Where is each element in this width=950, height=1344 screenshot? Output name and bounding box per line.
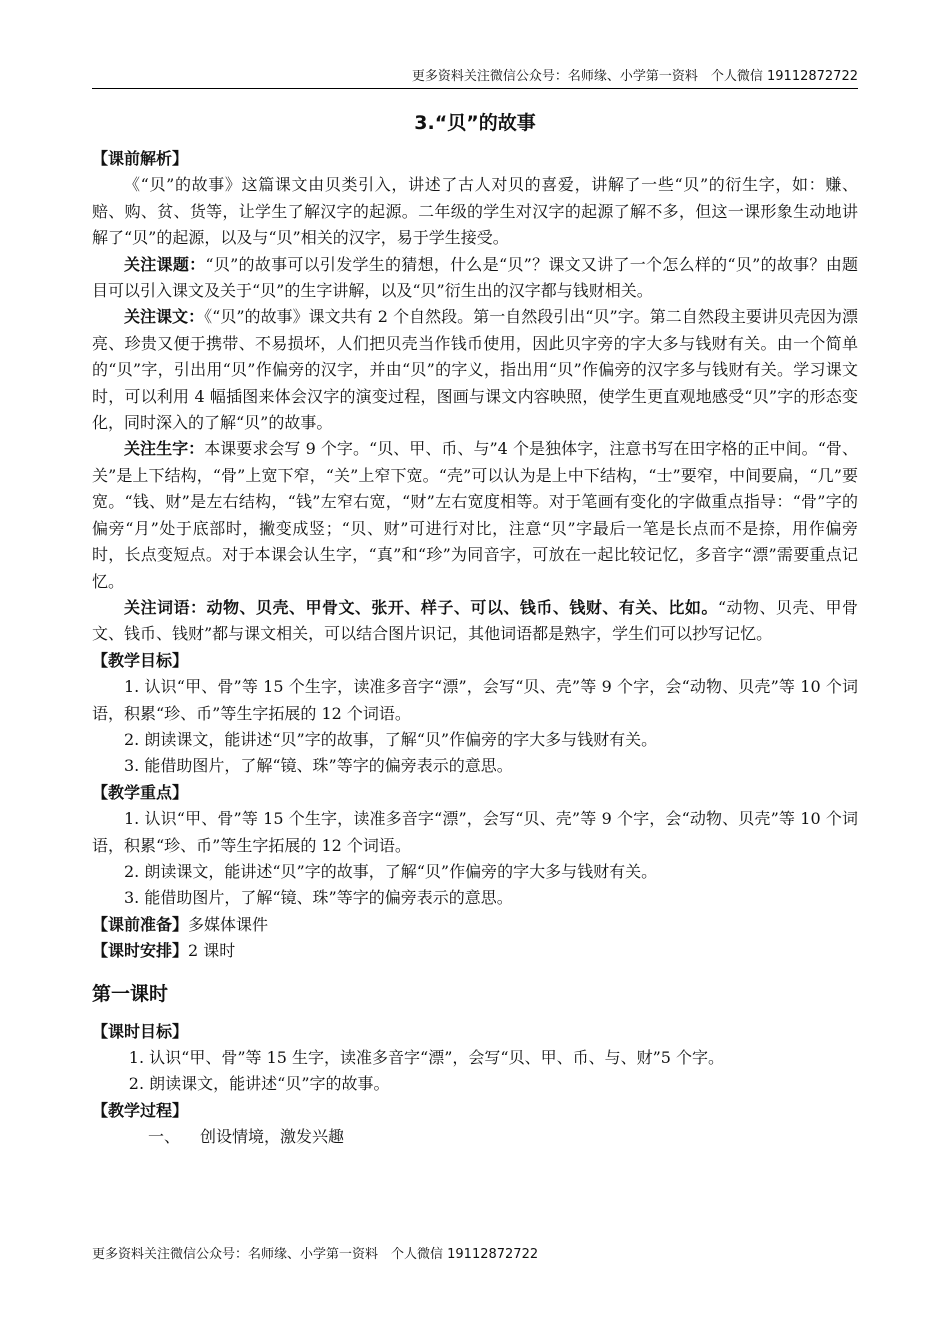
topic-text: “贝”的故事可以引发学生的猜想，什么是“贝”？课文又讲了一个怎么样的“贝”的故事？由题目可以引入课文及关于“贝”的生字讲解，以及“贝”衍生出的汉字都与钱财相关。 — [92, 254, 858, 301]
step-number: 一、 — [148, 1127, 181, 1147]
chars-label: 关注生字： — [124, 439, 205, 459]
goal-item: 1. 认识“甲、骨”等 15 个生字，读准多音字“漂”，会写“贝、壳”等 9 个字，会“动物、贝壳”等 10 个词语，积累“珍、币”等生字拓展的 12 个词语。 — [92, 677, 858, 723]
topic-label: 关注课题： — [124, 254, 206, 274]
lesson1-goal-item: 2. 朗读课文，能讲述“贝”字的故事。 — [128, 1074, 390, 1094]
prep-text: 多媒体课件 — [188, 914, 269, 934]
text-text: 《“贝”的故事》课文共有 2 个自然段。第一自然段引出“贝”字。第二自然段主要讲贝壳因为漂亮、珍贵又便于携带、不易损坏，人们把贝壳当作钱币使用，因此贝字旁的字大多与钱财有关。由一个简单的“贝”字，引出用“贝”作偏旁的汉字，并由“贝”的字义，指出用“贝”作偏旁的汉字多与钱财有关。学习课文时，可以利用 4 幅插图来体会汉字的演变过程，图画与课文内容映照，使学生更直观地感受“贝”字的形态变化，同时深入的了解“贝”的故事。 — [92, 307, 858, 433]
words-label: 关注词语：动物、贝壳、甲骨文、张开、样子、可以、钱币、钱财、有关、比如。 — [124, 597, 718, 617]
goal-item: 3. 能借助图片，了解“镜、珠”等字的偏旁表示的意思。 — [124, 756, 513, 776]
analysis-heading: 【课前解析】 — [92, 149, 189, 168]
words-paragraph — [92, 595, 858, 648]
header-rule — [92, 88, 858, 89]
schedule-line — [92, 938, 858, 964]
words-text: “动物、贝壳、甲骨文、钱币、钱财”都与课文相关，可以结合图片识记，其他词语都是熟字，学生们可以抄写记忆。 — [92, 597, 858, 644]
lesson-title: 3.“贝”的故事 — [414, 112, 536, 134]
analysis-intro: 《“贝”的故事》这篇课文由贝类引入，讲述了古人对贝的喜爱，讲解了一些“贝”的衍生字，如：赚、赔、购、贫、货等，让学生了解汉字的起源。二年级的学生对汉字的起源了解不多，但这一课形象生动地讲解了“贝”的起源，以及与“贝”相关的汉字，易于学生接受。 — [92, 175, 858, 248]
goal-item: 2. 朗读课文，能讲述“贝”字的故事，了解“贝”作偏旁的字大多与钱财有关。 — [124, 729, 658, 749]
focus-heading: 【教学重点】 — [92, 782, 189, 802]
prep-line — [92, 912, 858, 938]
process-heading: 【教学过程】 — [92, 1100, 189, 1120]
focus-item: 1. 认识“甲、骨”等 15 个生字，读准多音字“漂”，会写“贝、壳”等 9 个字，会“动物、贝壳”等 10 个词语，积累“珍、币”等生字拓展的 12 个词语。 — [92, 809, 858, 855]
topic-paragraph — [92, 252, 858, 305]
process-step — [92, 1124, 858, 1150]
prep-heading: 【课前准备】 — [92, 914, 189, 934]
page-header: 更多资料关注微信公众号：名师缘、小学第一资料 个人微信 19112872722 — [411, 69, 858, 84]
chars-paragraph — [92, 436, 858, 594]
text-label: 关注课文： — [124, 307, 205, 327]
focus-item: 3. 能借助图片，了解“镜、珠”等字的偏旁表示的意思。 — [124, 888, 513, 908]
goals-heading: 【教学目标】 — [92, 650, 189, 670]
focus-item: 2. 朗读课文，能讲述“贝”字的故事，了解“贝”作偏旁的字大多与钱财有关。 — [124, 861, 658, 881]
schedule-text: 2 课时 — [188, 941, 236, 961]
chars-text: 本课要求会写 9 个字。“贝、甲、币、与”4 个是独体字，注意书写在田字格的正中间。“骨、关”是上下结构，“骨”上宽下窄，“关”上窄下宽。“壳”可以认为是上中下结构，“士”要窄，中间要扁，“几”要宽。“钱、财”是左右结构，“钱”左窄右宽，“财”左右宽度相等。对于笔画有变化的字做重点指导：“骨”字的偏旁“月”处于底部时，撇变成竖；“贝、财”可进行对比，注意“贝”字最后一笔是长点而不是捺，用作偏旁时，长点变短点。对于本课会认生字，“真”和“珍”为同音字，可放在一起比较记忆，多音字“漂”需要重点记忆。 — [92, 439, 858, 591]
lesson1-goal-item: 1. 认识“甲、骨”等 15 生字，读准多音字“漂”，会写“贝、甲、币、与、财”5 个字。 — [128, 1048, 725, 1067]
text-paragraph — [92, 304, 858, 436]
step-text: 创设情境，激发兴趣 — [200, 1127, 345, 1147]
lesson1-goals-heading: 【课时目标】 — [92, 1021, 189, 1041]
lesson1-title: 第一课时 — [92, 982, 169, 1005]
schedule-heading: 【课时安排】 — [92, 941, 189, 961]
page-footer: 更多资料关注微信公众号：名师缘、小学第一资料 个人微信 19112872722 — [92, 1247, 539, 1262]
document-body — [92, 146, 858, 1151]
